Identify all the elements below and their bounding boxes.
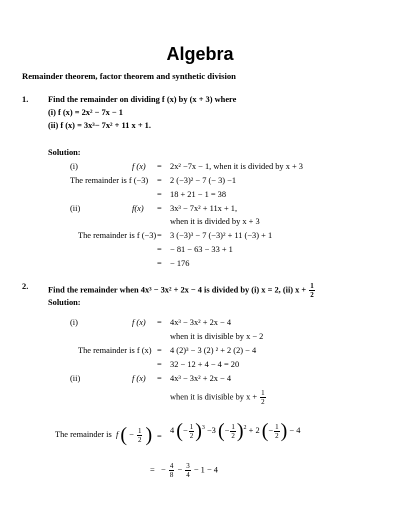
q2-text: Find the remainder when 4x³ − 3x² + 2x − 4 is divided by (i) x = 2, (ii) x + $\frac{1}{2}$ xyxy=(48,282,314,299)
q1-sol-eq: = xyxy=(157,176,162,185)
q2-sol-fx: f (x) xyxy=(132,318,146,327)
q1-sol-eq: = xyxy=(157,204,162,213)
q1-sol-eq: = xyxy=(157,162,162,171)
q1-sol-expr: 3 (−3)³ − 7 (−3)² + 11 (−3) + 1 xyxy=(170,231,273,240)
section-subtitle: Remainder theorem, factor theorem and synthetic division xyxy=(22,71,236,81)
q2-solution-label: Solution: xyxy=(48,298,81,307)
q2-number: 2. xyxy=(22,282,29,291)
q1-remainder-label: The remainder is f (−3) xyxy=(78,231,157,240)
q1-sol-label-i: (i) xyxy=(70,162,78,171)
q1-sol-expr: 2 (−3)² − 7 (− 3) −1 xyxy=(170,176,237,185)
q1-sol-expr: − 81 − 63 − 33 + 1 xyxy=(170,245,233,254)
q2-sol-eq: = xyxy=(157,318,162,327)
q1-sol-fx: f (x) xyxy=(132,162,146,171)
q2-sol-eq: = xyxy=(157,374,162,383)
q1-sol-expr: 3x³ − 7x² + 11x + 1, xyxy=(170,204,238,213)
q2-sol-expr: 4 (2)³ − 3 (2) ² + 2 (2) − 4 xyxy=(170,346,257,355)
q1-solution-label: Solution: xyxy=(48,148,81,157)
q1-part-i: (i) f (x) = 2x² − 7x − 1 xyxy=(48,108,123,117)
q2-sol-expr-fraction: 4 (− $\frac{1}{2}$ )$^3$ −3 (− $\frac{1}{2}$ )$^2$ + 2 (− $\frac{1}{2}$ ) − 4 xyxy=(170,420,301,442)
q1-number: 1. xyxy=(22,95,29,104)
q1-remainder-label: The remainder is f (−3) xyxy=(70,176,149,185)
q2-sol-note: when it is divisible by x + $\frac{1}{2}$ xyxy=(170,389,265,406)
fraction-one-half: $\frac{1}{2}$ xyxy=(310,282,314,299)
q1-sol-fx: f(x) xyxy=(132,204,144,213)
q1-text: Find the remainder on dividing f (x) by (x + 3) where xyxy=(48,95,237,104)
q2-sol-expr: 32 − 12 + 4 − 4 = 20 xyxy=(170,360,240,369)
q2-sol-expr: 4x³ − 3x² + 2x − 4 xyxy=(170,374,232,383)
q2-sol-label-i: (i) xyxy=(70,318,78,327)
q1-part-ii: (ii) f (x) = 3x³− 7x² + 11 x + 1. xyxy=(48,121,151,130)
q2-sol-note: when it is divisible by x − 2 xyxy=(170,332,264,341)
q2-remainder-label: The remainder is f ( − $\frac{1}{2}$ ) xyxy=(55,424,153,446)
q2-sol-label-ii: (ii) xyxy=(70,374,81,383)
q2-sol-eq: = xyxy=(157,360,162,369)
q1-sol-note: when it is divided by x + 3 xyxy=(170,217,260,226)
q1-sol-eq: = xyxy=(157,190,162,199)
page-title: Algebra xyxy=(166,44,234,64)
q1-sol-expr: 2x² −7x − 1, when it is divided by x + 3 xyxy=(170,162,303,171)
q1-sol-eq: = xyxy=(157,231,162,240)
q1-sol-label-ii: (ii) xyxy=(70,204,81,213)
q2-remainder-label: The remainder is f (x) xyxy=(78,346,152,355)
q2-sol-eq: = xyxy=(157,346,162,355)
q1-sol-expr: 18 + 21 − 1 = 38 xyxy=(170,190,227,199)
q1-sol-eq: = xyxy=(157,259,162,268)
q1-sol-expr: − 176 xyxy=(170,259,190,268)
fraction-one-half: $\frac{1}{2}$ xyxy=(261,389,265,406)
q1-sol-eq: = xyxy=(157,245,162,254)
q2-sol-fx: f (x) xyxy=(132,374,146,383)
q2-final-line: = − $\frac{4}{8}$ − $\frac{3}{4}$ − 1 − 4 xyxy=(150,462,218,479)
q2-sol-expr: 4x³ − 3x² + 2x − 4 xyxy=(170,318,232,327)
q2-sol-eq: = xyxy=(157,432,162,441)
